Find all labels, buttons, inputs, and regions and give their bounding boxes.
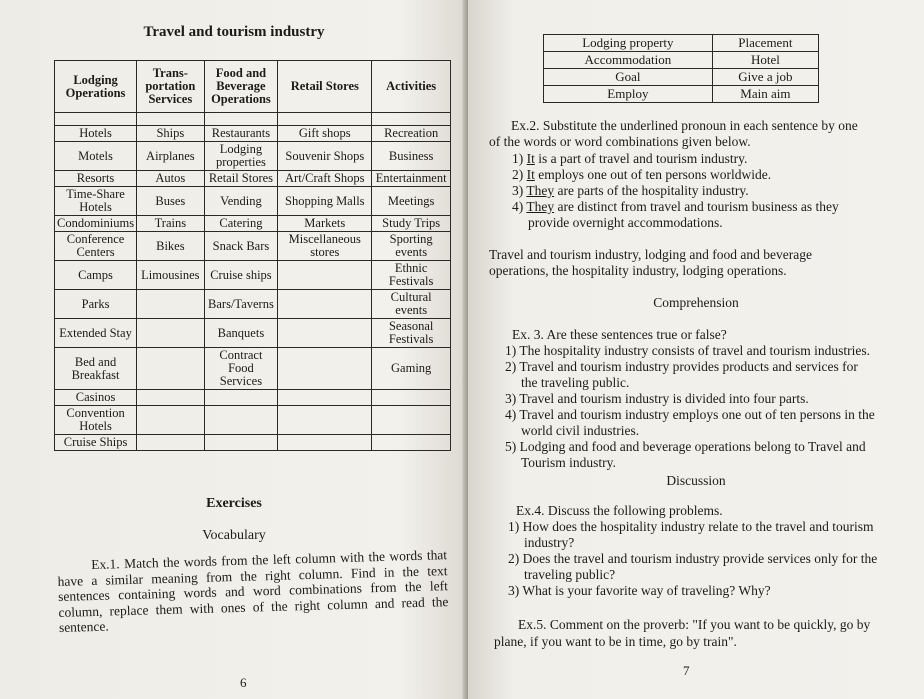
- table-cell: Recreation: [372, 126, 451, 142]
- table-cell: Sporting events: [372, 232, 451, 261]
- table-cell: Cruise Ships: [55, 435, 137, 451]
- table-cell: Retail Stores: [204, 171, 278, 187]
- table-row: [55, 435, 451, 451]
- list-item: 1) The hospitality industry consists of travel and tourism industries.: [505, 343, 870, 358]
- table-cell: Markets: [278, 216, 372, 232]
- page-number-right: 7: [683, 663, 690, 678]
- table-cell: [137, 390, 205, 406]
- table-cell: [137, 406, 205, 435]
- table-header-cell: Food and Beverage Operations: [204, 61, 278, 113]
- table-cell: Ships: [137, 126, 205, 142]
- table-header-cell: Trans-portation Services: [137, 61, 205, 113]
- table-row: [55, 126, 451, 142]
- list-item: 3) Travel and tourism industry is divided into four parts.: [505, 391, 809, 406]
- list-item: 2) Does the travel and tourism industry provide services only for the traveling public?: [508, 551, 878, 582]
- table-cell: [278, 261, 372, 290]
- table-cell: [204, 435, 278, 451]
- table-cell: Seasonal Festivals: [372, 319, 451, 348]
- table-cell: Condominiums: [55, 216, 137, 232]
- table-cell: Time-Share Hotels: [55, 187, 137, 216]
- table-cell: [137, 348, 205, 390]
- table-cell: Ethnic Festivals: [372, 261, 451, 290]
- discussion-heading: Discussion: [666, 473, 726, 488]
- table-cell: Buses: [137, 187, 205, 216]
- table-cell: [372, 390, 451, 406]
- list-item: 2) It employs one out of ten persons worldwide.: [512, 167, 772, 182]
- table-row: [55, 171, 451, 187]
- table-row: Accommodation Hotel: [544, 52, 819, 69]
- industry-table: [54, 60, 451, 451]
- table-cell: Banquets: [204, 319, 278, 348]
- table-cell: Entertainment: [372, 171, 451, 187]
- table-header-cell: Activities: [372, 61, 451, 113]
- table-cell: Bikes: [137, 232, 205, 261]
- comprehension-heading: Comprehension: [653, 295, 739, 310]
- table-cell: Cultural events: [372, 290, 451, 319]
- ex4-list: [508, 519, 880, 599]
- table-cell: [204, 390, 278, 406]
- table-cell: Extended Stay: [55, 319, 137, 348]
- table-cell: Gift shops: [278, 126, 372, 142]
- table-row: Goal Give a job: [544, 69, 819, 86]
- table-cell: Study Trips: [372, 216, 451, 232]
- ex2-instruction: Ex.2. Substitute the underlined pronoun in each sentence by one of the words or word combinations given below.: [489, 118, 858, 149]
- table-cell: Miscellaneous stores: [278, 232, 372, 261]
- table-cell: Meetings: [372, 187, 451, 216]
- vocab-match-table: [543, 34, 819, 103]
- ex2-list: [512, 151, 862, 231]
- table-row: [55, 406, 451, 435]
- page-number-left: 6: [240, 675, 247, 690]
- table-cell: [278, 319, 372, 348]
- table-cell: Hotels: [55, 126, 137, 142]
- table-cell: Trains: [137, 216, 205, 232]
- table-cell: Vending: [204, 187, 278, 216]
- list-item: 5) Lodging and food and beverage operations belong to Travel and Tourism industry.: [505, 439, 866, 470]
- table-row: [55, 390, 451, 406]
- table-cell: Lodging properties: [204, 142, 278, 171]
- ex3-instruction: Ex. 3. Are these sentences true or false?: [512, 327, 727, 342]
- ex4-instruction: Ex.4. Discuss the following problems.: [516, 503, 723, 518]
- table-cell: [372, 435, 451, 451]
- list-item: 2) Travel and tourism industry provides products and services for the traveling public.: [505, 359, 858, 390]
- table-cell: [137, 435, 205, 451]
- list-item: 3) What is your favorite way of traveling? Why?: [508, 583, 771, 598]
- ex1-text: Ex.1. Match the words from the left column with the words that have a similar meaning from the right column. Find in the text sentences containing words and word combinations from the left column, replace them with ones of the right column and read the sentence.: [57, 547, 449, 635]
- table-cell: Contract Food Services: [204, 348, 278, 390]
- table-cell: [137, 290, 205, 319]
- table-cell: Art/Craft Shops: [278, 171, 372, 187]
- table-cell: Conference Centers: [55, 232, 137, 261]
- table-row: [55, 319, 451, 348]
- table-cell: Shopping Malls: [278, 187, 372, 216]
- table-cell: [278, 435, 372, 451]
- table-cell: Bed and Breakfast: [55, 348, 137, 390]
- table-cell: Snack Bars: [204, 232, 278, 261]
- table-row: Lodging property Placement: [544, 35, 819, 52]
- list-item: 1) It is a part of travel and tourism industry.: [512, 151, 748, 166]
- ex5-text: Ex.5. Comment on the proverb: "If you want to be quickly, go by plane, if you want to be in time, go by train".: [494, 617, 871, 649]
- table-row: Employ Main aim: [544, 86, 819, 103]
- table-cell: Motels: [55, 142, 137, 171]
- table-cell: Camps: [55, 261, 137, 290]
- table-cell: Gaming: [372, 348, 451, 390]
- table-cell: [204, 406, 278, 435]
- table-cell: Business: [372, 142, 451, 171]
- table-row: [55, 290, 451, 319]
- table-cell: Convention Hotels: [55, 406, 137, 435]
- vocabulary-heading: Vocabulary: [202, 528, 266, 543]
- table-cell: [137, 319, 205, 348]
- table-cell: Cruise ships: [204, 261, 278, 290]
- table-cell: [278, 348, 372, 390]
- table-cell: Limousines: [137, 261, 205, 290]
- table-row: [55, 348, 451, 390]
- page-title: Travel and tourism industry: [143, 24, 325, 40]
- table-cell: Bars/Taverns: [204, 290, 278, 319]
- table-row: [55, 232, 451, 261]
- table-cell: Airplanes: [137, 142, 205, 171]
- table-header-row: [55, 61, 451, 113]
- table-cell: Restaurants: [204, 126, 278, 142]
- table-cell: [278, 406, 372, 435]
- ex3-list: [505, 343, 877, 471]
- table-cell: Catering: [204, 216, 278, 232]
- table-cell: [278, 390, 372, 406]
- table-cell: Casinos: [55, 390, 137, 406]
- table-cell: [278, 290, 372, 319]
- table-spacer-row: [55, 113, 451, 126]
- table-row: [55, 187, 451, 216]
- list-item: 4) They are distinct from travel and tourism business as they provide overnight accommodations.: [512, 199, 839, 230]
- table-cell: [372, 406, 451, 435]
- table-cell: Souvenir Shops: [278, 142, 372, 171]
- list-item: 1) How does the hospitality industry relate to the travel and tourism industry?: [508, 519, 874, 550]
- table-cell: Resorts: [55, 171, 137, 187]
- table-cell: Parks: [55, 290, 137, 319]
- exercises-heading: Exercises: [206, 496, 262, 511]
- table-row: [55, 142, 451, 171]
- table-header-cell: Lodging Operations: [55, 61, 137, 113]
- table-row: [55, 216, 451, 232]
- table-row: [55, 261, 451, 290]
- table-body: [55, 126, 451, 451]
- ex2-options: Travel and tourism industry, lodging and food and beverage operations, the hospitality industry, lodging operations.: [489, 247, 812, 278]
- table-cell: Autos: [137, 171, 205, 187]
- list-item: 3) They are parts of the hospitality industry.: [512, 183, 749, 198]
- list-item: 4) Travel and tourism industry employs one out of ten persons in the world civil industries.: [505, 407, 875, 438]
- table-header-cell: Retail Stores: [278, 61, 372, 113]
